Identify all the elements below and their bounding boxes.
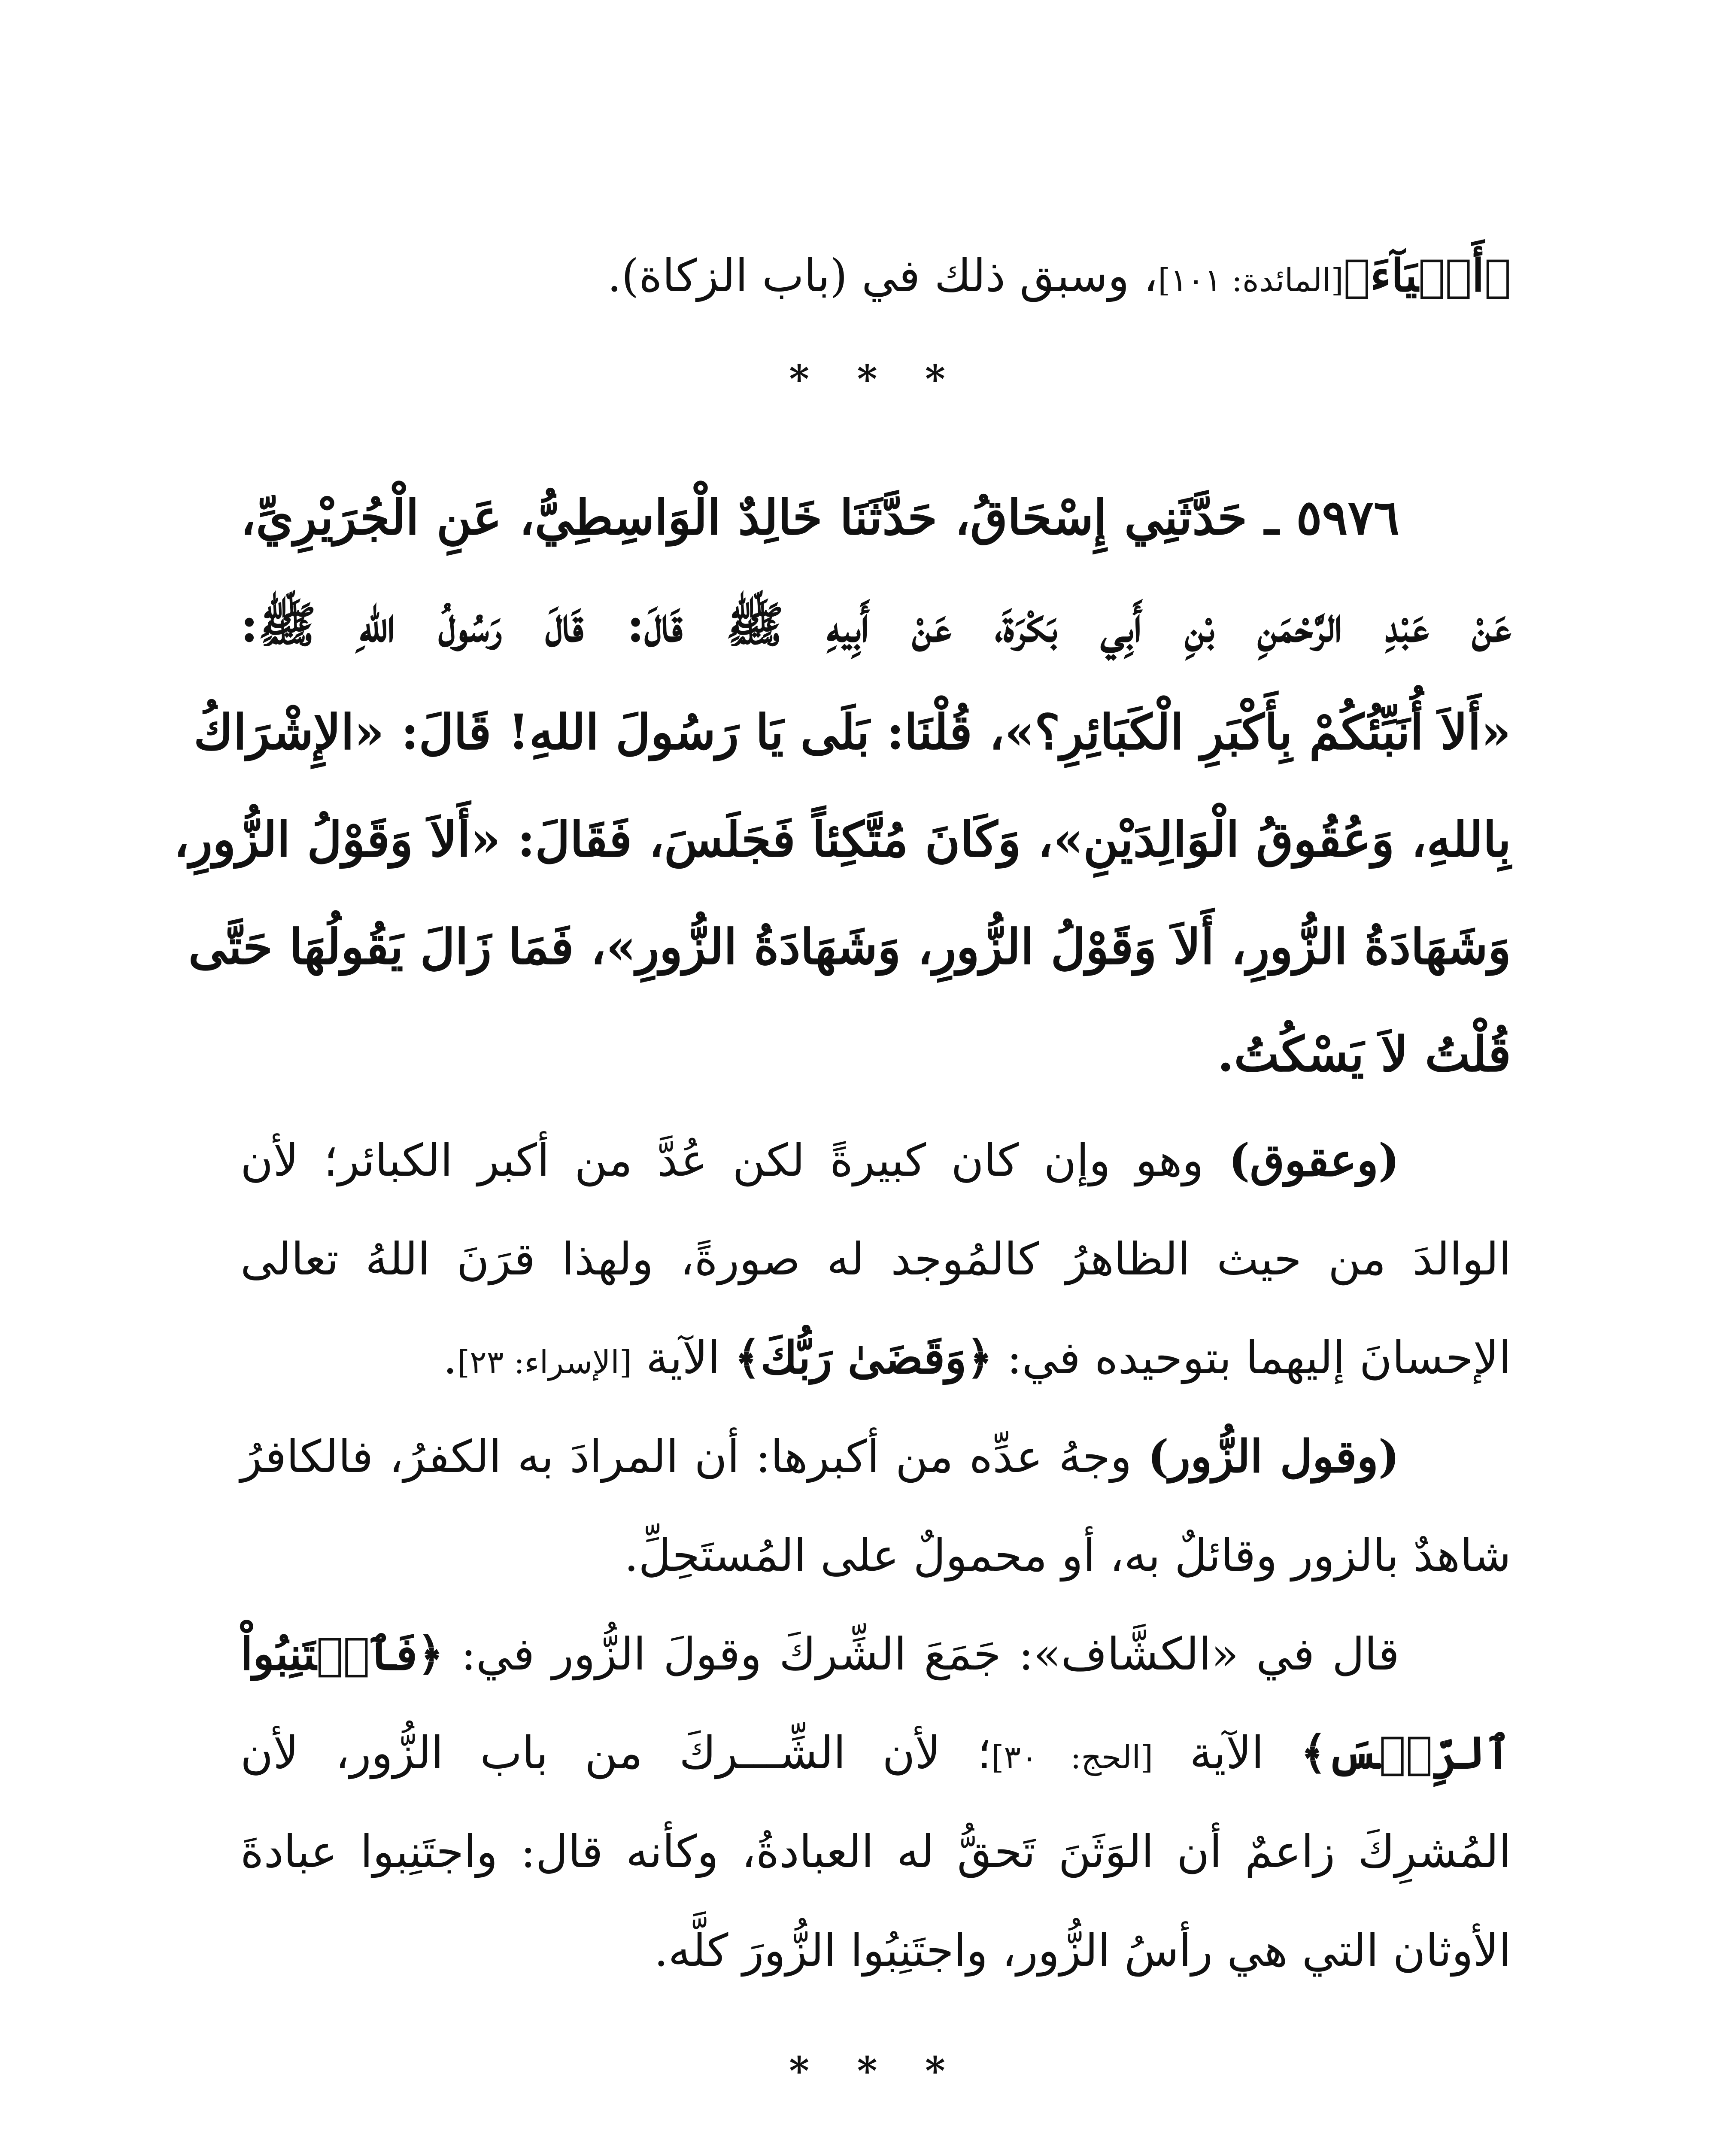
commentary-line (240, 1726, 1511, 1779)
book-page (173, 189, 1511, 2147)
commentary-heading: (وعقوق) (1229, 1134, 1399, 1186)
hadith-line: وَشَهَادَةُ الزُّورِ، أَلاَ وَقَوْلُ الزُّورِ، وَشَهَادَةُ الزُّورِ»، فَمَا زَالَ يَقُولُهَا حَتَّى (188, 919, 1511, 975)
commentary-text: الإحسانَ إليهما بتوحيده في: (992, 1332, 1511, 1384)
quran-quote: ﴿فَٱجۡتَنِبُواْ (240, 1627, 444, 1680)
hadith-line: عَنْ عَبْدِ الرَّحْمَنِ بْنِ أَبِي بَكْرَةَ، عَنْ أَبِيهِ ﷺ قَالَ: قَالَ رَسُولُ اللهِ ﷺ: (240, 597, 1511, 653)
separator-stars: * * * (789, 356, 962, 402)
commentary-line (240, 1627, 1511, 1680)
hadith-line: قُلْتُ لاَ يَسْكُتُ. (1217, 1026, 1511, 1083)
commentary-text: قال في «الكشَّاف»: جَمَعَ الشِّركَ وقولَ الزُّور في: (443, 1628, 1399, 1680)
commentary-text: الآية (631, 1332, 734, 1384)
commentary-line: الأوثان التي هي رأسُ الزُّور، واجتَنِبُوا الزُّورَ كلَّه. (654, 1924, 1511, 1977)
carryover-text: ، وسبق ذلك في (باب الزكاة). (607, 249, 1158, 302)
commentary-text: . (443, 1332, 458, 1384)
quran-quote: ﴿وَقَضَىٰ رَبُّكَ﴾ (734, 1331, 993, 1384)
hadith-line: ٥٩٧٦ ـ حَدَّثَنِي إِسْحَاقُ، حَدَّثَنَا خَالِدٌ الْوَاسِطِيُّ، عَنِ الْجُرَيْرِيِّ، (240, 490, 1399, 546)
commentary-text: وهو وإن كان كبيرةً لكن عُدَّ من أكبر الكبائر؛ لأن (240, 1134, 1229, 1186)
carryover-line (240, 249, 1511, 302)
hadith-line: «أَلاَ أُنَبِّئُكُمْ بِأَكْبَرِ الْكَبَائِرِ؟»، قُلْنَا: بَلَى يَا رَسُولَ اللهِ! قَالَ: «الإِشْرَاكُ (194, 704, 1511, 760)
commentary-text: وجهُ عدِّه من أكبرها: أن المرادَ به الكفرُ، فالكافرُ (240, 1430, 1148, 1483)
commentary-line: الوالدَ من حيث الظاهرُ كالمُوجد له صورةً، ولهذا قرَنَ اللهُ تعالى (240, 1233, 1511, 1285)
quran-quote: ٱلرِّجۡسَ﴾ (1300, 1726, 1511, 1779)
commentary-line (240, 1134, 1511, 1186)
quran-reference: [الإسراء: ٢٣] (457, 1344, 632, 1381)
quran-reference: [الحج: ٣٠] (991, 1739, 1153, 1776)
commentary-line (240, 1331, 1511, 1384)
quran-reference: [المائدة: ١٠١] (1158, 262, 1344, 299)
hadith-line: بِاللهِ، وَعُقُوقُ الْوَالِدَيْنِ»، وَكَانَ مُتَّكِئاً فَجَلَسَ، فَقَالَ: «أَلاَ وَقَوْلُ الزُّورِ، (173, 812, 1511, 868)
commentary-line: المُشرِكَ زاعمٌ أن الوَثَنَ تَحقُّ له العبادةُ، وكأنه قال: واجتَنِبوا عبادةَ (240, 1825, 1511, 1878)
commentary-text: الآية (1153, 1727, 1301, 1779)
commentary-text: ؛ لأن الشِّـــركَ من باب الزُّور، لأن (240, 1727, 992, 1779)
separator-stars: * * * (789, 2048, 962, 2094)
commentary-heading: (وقول الزُّور) (1147, 1430, 1400, 1483)
commentary-line: شاهدٌ بالزور وقائلٌ به، أو محمولٌ على المُستَحِلِّ. (624, 1529, 1511, 1581)
quran-quote: ﴿أَشۡيَآءَ﴾ (1343, 249, 1511, 302)
commentary-line (240, 1430, 1511, 1483)
